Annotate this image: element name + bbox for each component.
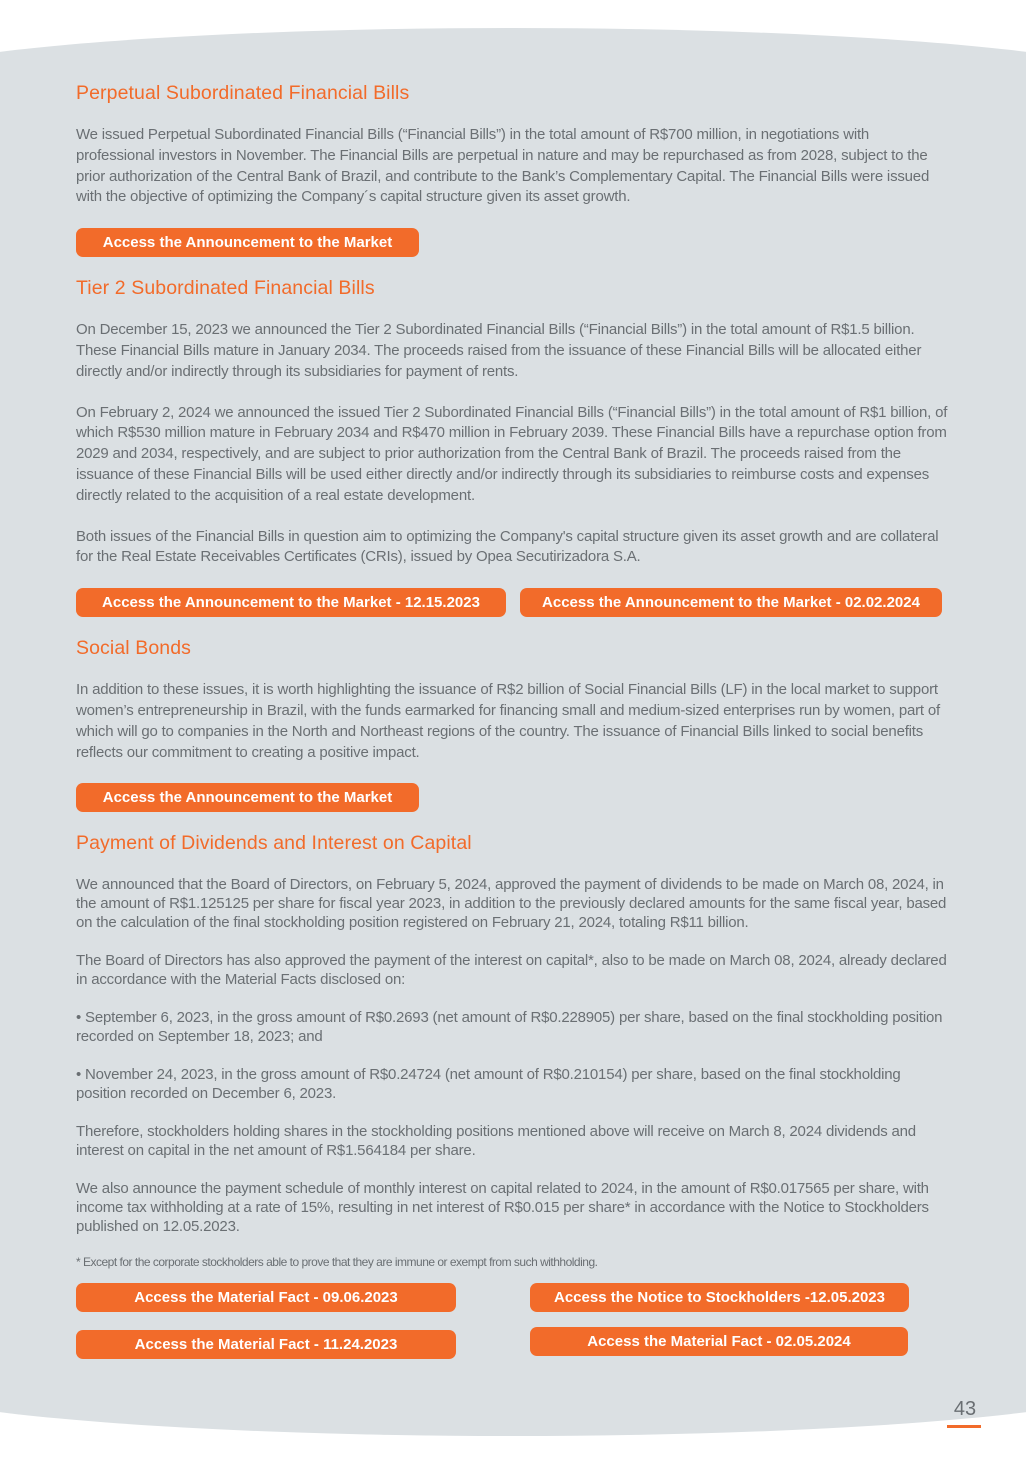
paragraph: In addition to these issues, it is worth highlighting the issuance of R$2 billion of Social Financial Bills (LF) in the local market to support women’s entrepreneurship in Brazil, with the funds earmarked for financing small and medium-sized enterprises run by women, part of which will go to companies in the North and Northeast regions of the country. The issuance of Financial Bills linked to social benefits reflects our commitment to creating a positive impact. [76,681,940,761]
page-content [76,82,948,1367]
material-fact-11-24-2023-button[interactable]: Access the Material Fact - 11.24.2023 [76,1330,456,1359]
section-dividends [76,832,948,1367]
paragraph: The Board of Directors has also approved the payment of the interest on capital*, also to be made on March 08, 2024, already declared in accordance with the Material Facts disclosed on: [76,952,947,989]
section-title: Payment of Dividends and Interest on Capital [76,832,472,855]
material-fact-09-06-2023-button[interactable]: Access the Material Fact - 09.06.2023 [76,1283,456,1312]
paragraph: Both issues of the Financial Bills in question aim to optimizing the Company's capital structure given its asset growth and are collateral for the Real Estate Receivables Certificates (CRIs), issued by Opea Secutirizadora S.A. [76,527,939,566]
section-title: Tier 2 Subordinated Financial Bills [76,277,375,300]
footnote: * Except for the corporate stockholders able to prove that they are immune or exempt from such withholding. [76,1255,598,1270]
paragraph: We announced that the Board of Directors, on February 5, 2024, approved the payment of dividends to be made on March 08, 2024, in the amount of R$1.125125 per share for fiscal year 2023, in addition to the previously declared amounts for the same fiscal year, based on the calculation of the final stockholding position registered on February 21, 2024, totaling R$11 billion. [76,876,947,932]
section-perpetual-bills [76,82,948,257]
notice-to-stockholders-12-05-2023-button[interactable]: Access the Notice to Stockholders -12.05.2023 [530,1283,909,1312]
announcement-link-button[interactable]: Access the Announcement to the Market [76,228,419,257]
section-title: Perpetual Subordinated Financial Bills [76,82,410,104]
announcement-link-button[interactable]: Access the Announcement to the Market [76,783,419,812]
section-tier2-bills [76,277,948,617]
section-title: Social Bonds [76,637,192,660]
page-number: 43 [953,1398,977,1420]
paragraph: We also announce the payment schedule of monthly interest on capital related to 2024, in the amount of R$0.017565 per share, with income tax withholding at a rate of 15%, resulting in net interest of R$0.015 per share* in accordance with the Notice to Stockholders published on 12.05.2023. [76,1180,929,1236]
material-fact-02-05-2024-button[interactable]: Access the Material Fact - 02.05.2024 [530,1327,908,1356]
announcement-12-15-2023-button[interactable]: Access the Announcement to the Market - 12.15.2023 [76,588,506,617]
document-links-grid [76,1283,948,1367]
paragraph: Therefore, stockholders holding shares in the stockholding positions mentioned above will receive on March 8, 2024 dividends and interest on capital in the net amount of R$1.564184 per share. [76,1123,916,1160]
bullet-item: • November 24, 2023, in the gross amount of R$0.24724 (net amount of R$0.210154) per share, based on the final stockholding position recorded on December 6, 2023. [76,1066,901,1103]
page-number-underline [947,1425,981,1428]
bullet-item: • September 6, 2023, in the gross amount of R$0.2693 (net amount of R$0.228905) per share, based on the final stockholding position recorded on September 18, 2023; and [76,1009,943,1046]
section-social-bonds [76,637,948,812]
paragraph: On February 2, 2024 we announced the issued Tier 2 Subordinated Financial Bills (“Financial Bills”) in the total amount of R$1 billion, of which R$530 million mature in February 2034 and R$470 million in February 2039. These Financial Bills have a repurchase option from 2029 and 2034, respectively, and are subject to prior authorization from the Central Bank of Brazil. The proceeds raised from the issuance of these Financial Bills will be used either directly and/or indirectly through its subsidiaries to reimburse costs and expenses directly related to the acquisition of a real estate development. [76,403,948,504]
paragraph: On December 15, 2023 we announced the Tier 2 Subordinated Financial Bills (“Financial Bills”) in the total amount of R$1.5 billion. These Financial Bills mature in January 2034. The proceeds raised from the issuance of these Financial Bills will be allocated either directly and/or indirectly through its subsidiaries for payment of rents. [76,321,922,380]
paragraph: We issued Perpetual Subordinated Financial Bills (“Financial Bills”) in the total amount of R$700 million, in negotiations with professional investors in November. The Financial Bills are perpetual in nature and may be repurchased as from 2028, subject to the prior authorization of the Central Bank of Brazil, and contribute to the Bank’s Complementary Capital. The Financial Bills were issued with the objective of optimizing the Company´s capital structure given its asset growth. [76,126,930,206]
announcement-02-02-2024-button[interactable]: Access the Announcement to the Market - 02.02.2024 [520,588,942,617]
